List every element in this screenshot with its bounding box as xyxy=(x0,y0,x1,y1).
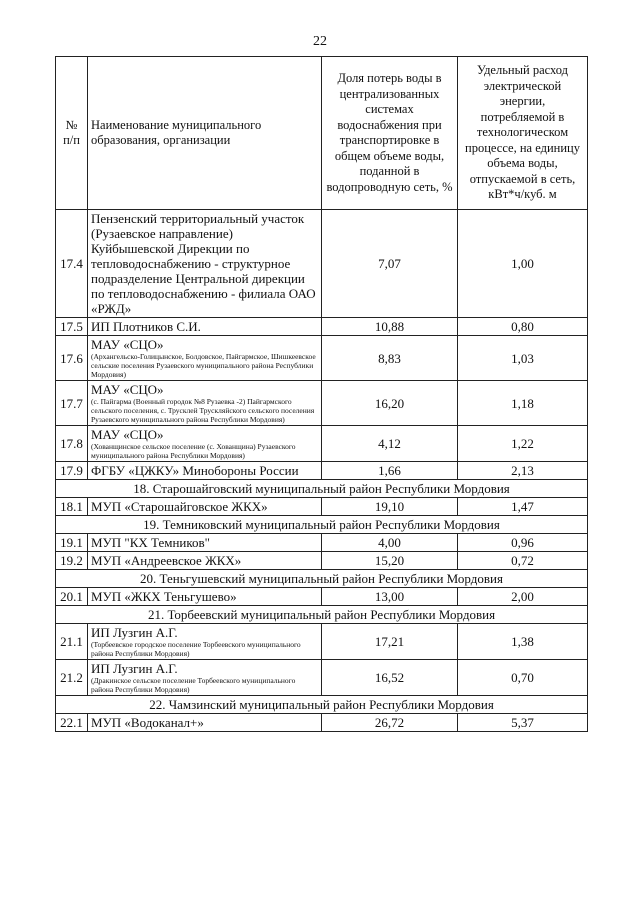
header-energy: Удельный расход электрической энергии, потребляемой в технологическом процессе, на единицу объема воды, отпускаемой в сеть, кВт*ч/куб. м xyxy=(458,57,588,210)
energy-consumption-value: 2,13 xyxy=(458,462,588,480)
water-loss-value: 19,10 xyxy=(322,498,458,516)
table-row xyxy=(56,534,588,552)
row-number: 19.1 xyxy=(56,534,88,552)
organization-cell xyxy=(88,660,322,696)
row-number: 17.6 xyxy=(56,336,88,381)
table-row xyxy=(56,426,588,462)
row-number: 17.4 xyxy=(56,210,88,318)
table-row xyxy=(56,588,588,606)
organization-territory: (Торбеевское городское поселение Торбеевского муниципального района Республики Мордовия) xyxy=(91,640,301,658)
row-number: 18.1 xyxy=(56,498,88,516)
organization-cell xyxy=(88,318,322,336)
water-loss-value: 15,20 xyxy=(322,552,458,570)
row-number: 21.1 xyxy=(56,624,88,660)
table-row xyxy=(56,714,588,732)
organization-name: ИП Плотников С.И. xyxy=(91,319,201,334)
district-label: 19. Темниковский муниципальный район Республики Мордовия xyxy=(56,516,588,534)
water-loss-value: 4,00 xyxy=(322,534,458,552)
table-row xyxy=(56,660,588,696)
energy-consumption-value: 1,18 xyxy=(458,381,588,426)
row-number: 17.8 xyxy=(56,426,88,462)
header-num: № п/п xyxy=(56,57,88,210)
table-row xyxy=(56,336,588,381)
energy-consumption-value: 5,37 xyxy=(458,714,588,732)
energy-consumption-value: 0,72 xyxy=(458,552,588,570)
district-row xyxy=(56,516,588,534)
organization-name: МУП "КХ Темников" xyxy=(91,535,210,550)
district-row xyxy=(56,696,588,714)
organization-name: ФГБУ «ЦЖКУ» Минобороны России xyxy=(91,463,299,478)
organization-cell xyxy=(88,588,322,606)
district-label: 21. Торбеевский муниципальный район Республики Мордовия xyxy=(56,606,588,624)
water-loss-value: 4,12 xyxy=(322,426,458,462)
energy-consumption-value: 1,03 xyxy=(458,336,588,381)
organization-cell xyxy=(88,381,322,426)
district-row xyxy=(56,570,588,588)
organization-cell xyxy=(88,534,322,552)
organization-name: Пензенский территориальный участок (Рузаевское направление) Куйбышевской Дирекции по тепловодоснабжению - структурное подразделение Центральной дирекции по тепловодоснабжению - филиала ОАО «РЖД» xyxy=(91,211,316,316)
row-number: 20.1 xyxy=(56,588,88,606)
organization-name: ИП Лузгин А.Г. xyxy=(91,625,178,640)
organization-cell xyxy=(88,336,322,381)
organization-name: МУП «ЖКХ Теньгушево» xyxy=(91,589,237,604)
water-loss-value: 8,83 xyxy=(322,336,458,381)
table-body xyxy=(56,210,588,732)
organization-cell xyxy=(88,426,322,462)
water-loss-value: 16,20 xyxy=(322,381,458,426)
row-number: 19.2 xyxy=(56,552,88,570)
table-row xyxy=(56,624,588,660)
water-loss-value: 26,72 xyxy=(322,714,458,732)
table-header-row xyxy=(56,57,588,210)
organization-name: МАУ «СЦО» xyxy=(91,382,164,397)
energy-consumption-value: 0,80 xyxy=(458,318,588,336)
organization-cell xyxy=(88,462,322,480)
water-loss-value: 17,21 xyxy=(322,624,458,660)
organization-cell xyxy=(88,552,322,570)
organization-name: ИП Лузгин А.Г. xyxy=(91,661,178,676)
energy-consumption-value: 1,00 xyxy=(458,210,588,318)
row-number: 17.9 xyxy=(56,462,88,480)
energy-consumption-value: 1,47 xyxy=(458,498,588,516)
energy-consumption-value: 0,70 xyxy=(458,660,588,696)
page-number: 22 xyxy=(313,34,327,49)
table-row xyxy=(56,381,588,426)
organization-name: МУП «Андреевское ЖКХ» xyxy=(91,553,242,568)
organization-cell xyxy=(88,498,322,516)
district-label: 20. Теньгушевский муниципальный район Республики Мордовия xyxy=(56,570,588,588)
organization-name: МУП «Водоканал+» xyxy=(91,715,204,730)
water-loss-value: 16,52 xyxy=(322,660,458,696)
header-name: Наименование муниципального образования, организации xyxy=(88,57,322,210)
district-label: 18. Старошайговский муниципальный район Республики Мордовия xyxy=(56,480,588,498)
organization-name: МАУ «СЦО» xyxy=(91,337,164,352)
organization-cell xyxy=(88,714,322,732)
district-row xyxy=(56,606,588,624)
organization-territory: (с. Пайгарма (Военный городок №8 Рузаевка -2) Пайгармского сельского поселения, с. Трусклей Трускляйского сельского поселения Рузаевского муниципального района Республики Мордовия) xyxy=(91,397,315,424)
row-number: 17.5 xyxy=(56,318,88,336)
organization-name: МУП «Старошайговское ЖКХ» xyxy=(91,499,268,514)
water-loss-value: 1,66 xyxy=(322,462,458,480)
organization-territory: (Хованщинское сельское поселение (с. Хованщина) Рузаевского муниципального района Республики Мордовия) xyxy=(91,442,296,460)
table-row xyxy=(56,552,588,570)
district-row xyxy=(56,480,588,498)
organization-cell xyxy=(88,624,322,660)
row-number: 22.1 xyxy=(56,714,88,732)
table-row xyxy=(56,318,588,336)
row-number: 17.7 xyxy=(56,381,88,426)
energy-consumption-value: 1,22 xyxy=(458,426,588,462)
indicators-table xyxy=(55,56,588,732)
table-row xyxy=(56,210,588,318)
organization-cell xyxy=(88,210,322,318)
organization-name: МАУ «СЦО» xyxy=(91,427,164,442)
row-number: 21.2 xyxy=(56,660,88,696)
water-loss-value: 13,00 xyxy=(322,588,458,606)
table-row xyxy=(56,498,588,516)
table-row xyxy=(56,462,588,480)
energy-consumption-value: 1,38 xyxy=(458,624,588,660)
district-label: 22. Чамзинский муниципальный район Республики Мордовия xyxy=(56,696,588,714)
organization-territory: (Дракинское сельское поселение Торбеевского муниципального района Республики Мордовия) xyxy=(91,676,296,694)
header-loss: Доля потерь воды в централизованных системах водоснабжения при транспортировке в общем объеме воды, поданной в водопроводную сеть, % xyxy=(322,57,458,210)
energy-consumption-value: 0,96 xyxy=(458,534,588,552)
water-loss-value: 7,07 xyxy=(322,210,458,318)
energy-consumption-value: 2,00 xyxy=(458,588,588,606)
organization-territory: (Архангельско-Голицынское, Болдовское, Пайгармское, Шишкеевское сельские поселения Рузаевского муниципального района Республики Мордовия) xyxy=(91,352,316,379)
water-loss-value: 10,88 xyxy=(322,318,458,336)
